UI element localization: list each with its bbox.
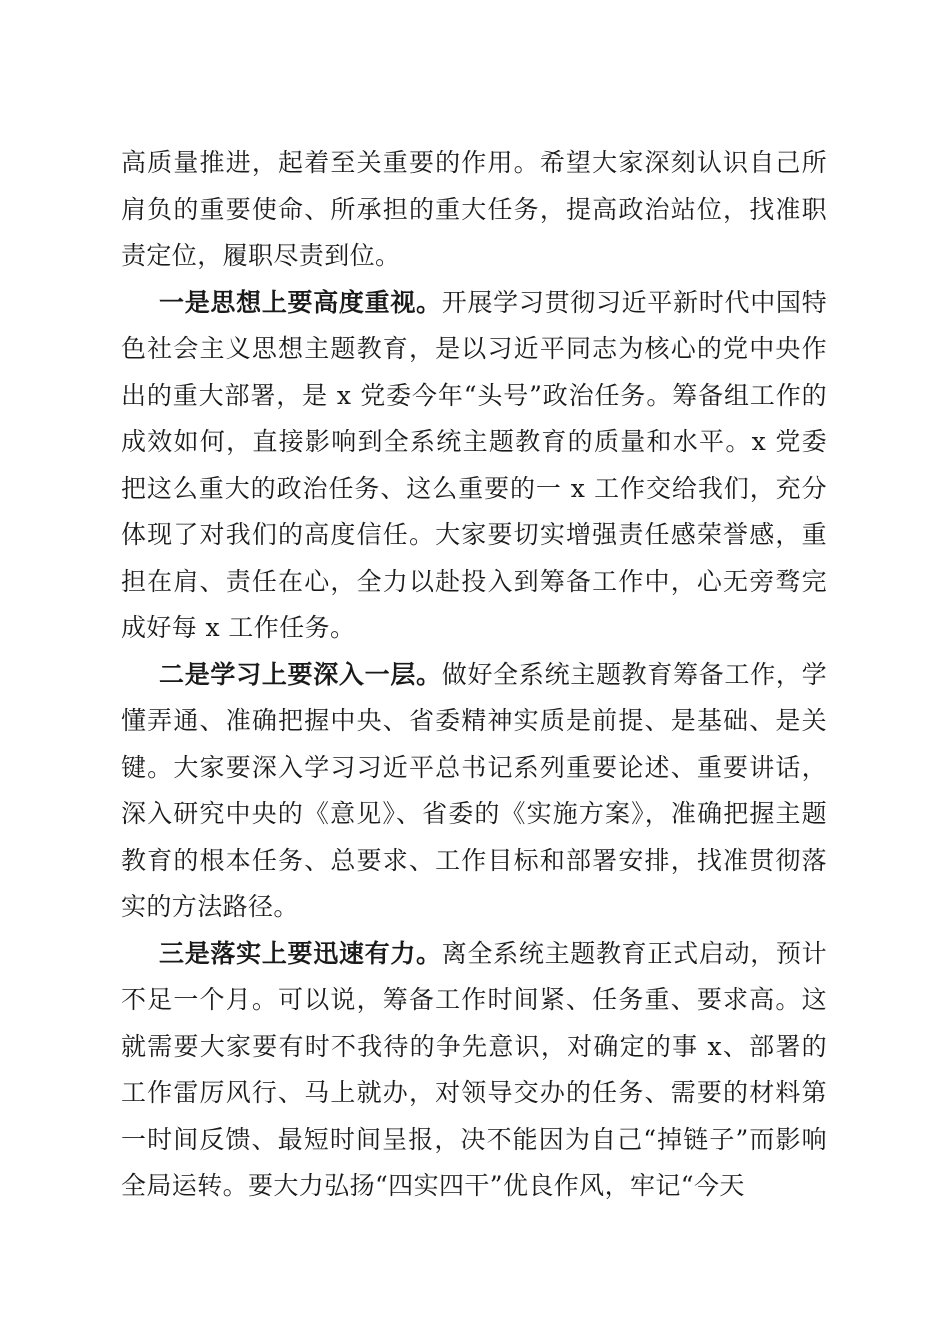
paragraph-intro: [121, 140, 827, 280]
paragraph-lead: 二是学习上要深入一层。: [159, 659, 442, 689]
document-body: [121, 140, 827, 1210]
paragraph-lead: 一是思想上要高度重视。: [159, 287, 442, 317]
paragraph-text: 开展学习贯彻习近平新时代中国特色社会主义思想主题教育，是以习近平同志为核心的党中央作出的重大部署，是 x 党委今年“头号”政治任务。筹备组工作的成效如何，直接影响到全系统主题教育的质量和水平。x 党委把这么重大的政治任务、这么重要的一 x 工作交给我们，充分体现了对我们的高度信任。大家要切实增强责任感荣誉感，重担在肩、责任在心，全力以赴投入到筹备工作中，心无旁骛完成好每 x 工作任务。: [121, 287, 827, 642]
paragraph-text: 高质量推进，起着至关重要的作用。希望大家深刻认识自己所肩负的重要使命、所承担的重大任务，提高政治站位，找准职责定位，履职尽责到位。: [121, 148, 827, 270]
paragraph-lead: 三是落实上要迅速有力。: [159, 938, 442, 968]
paragraph-point-two: [121, 652, 827, 931]
paragraph-text: 做好全系统主题教育筹备工作，学懂弄通、准确把握中央、省委精神实质是前提、是基础、是关键。大家要深入学习习近平总书记系列重要论述、重要讲话，深入研究中央的《意见》、省委的《实施方案》，准确把握主题教育的根本任务、总要求、工作目标和部署安排，找准贯彻落实的方法路径。: [121, 659, 827, 921]
paragraph-point-one: [121, 280, 827, 652]
paragraph-point-three: [121, 931, 827, 1210]
paragraph-text: 离全系统主题教育正式启动，预计不足一个月。可以说，筹备工作时间紧、任务重、要求高。这就需要大家要有时不我待的争先意识，对确定的事 x、部署的工作雷厉风行、马上就办，对领导交办的任务、需要的材料第一时间反馈、最短时间呈报，决不能因为自己“掉链子”而影响全局运转。要大力弘扬“四实四干”优良作风，牢记“今天: [121, 938, 827, 1200]
